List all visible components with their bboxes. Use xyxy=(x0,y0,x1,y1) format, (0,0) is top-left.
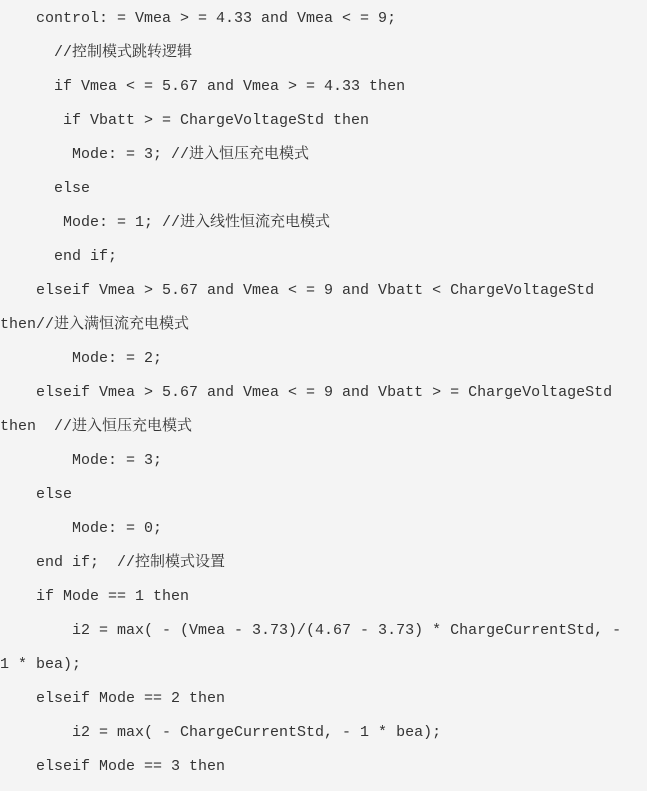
code-line: Mode: = 2; xyxy=(0,350,163,367)
code-line: then//进入满恒流充电模式 xyxy=(0,316,190,333)
code-line: Mode: = 3; //进入恒压充电模式 xyxy=(0,146,310,163)
code-line: 1 * bea); xyxy=(0,656,82,673)
code-line: i2 = max( - (Vmea - 3.73)/(4.67 - 3.73) * ChargeCurrentStd, - xyxy=(0,622,622,639)
code-line: else xyxy=(0,180,91,197)
code-line: Mode: = 0; xyxy=(0,520,163,537)
code-line: then //进入恒压充电模式 xyxy=(0,418,193,435)
code-line: if Vmea < = 5.67 and Vmea > = 4.33 then xyxy=(0,78,406,95)
code-line: Mode: = 3; xyxy=(0,452,163,469)
code-line: end if; //控制模式设置 xyxy=(0,554,226,571)
code-line: if Mode == 1 then xyxy=(0,588,190,605)
code-line: elseif Mode == 2 then xyxy=(0,690,226,707)
code-line: elseif Mode == 3 then xyxy=(0,758,226,775)
code-line: if Vbatt > = ChargeVoltageStd then xyxy=(0,112,370,129)
code-line: control: = Vmea > = 4.33 and Vmea < = 9; xyxy=(0,10,397,27)
code-line: Mode: = 1; //进入线性恒流充电模式 xyxy=(0,214,331,231)
code-line: else xyxy=(0,486,73,503)
code-line: //控制模式跳转逻辑 xyxy=(0,44,193,61)
code-line: i2 = max( - ChargeCurrentStd, - 1 * bea); xyxy=(0,724,442,741)
code-line: elseif Vmea > 5.67 and Vmea < = 9 and Vbatt < ChargeVoltageStd xyxy=(0,282,595,299)
code-line: elseif Vmea > 5.67 and Vmea < = 9 and Vbatt > = ChargeVoltageStd xyxy=(0,384,613,401)
code-line: end if; xyxy=(0,248,118,265)
